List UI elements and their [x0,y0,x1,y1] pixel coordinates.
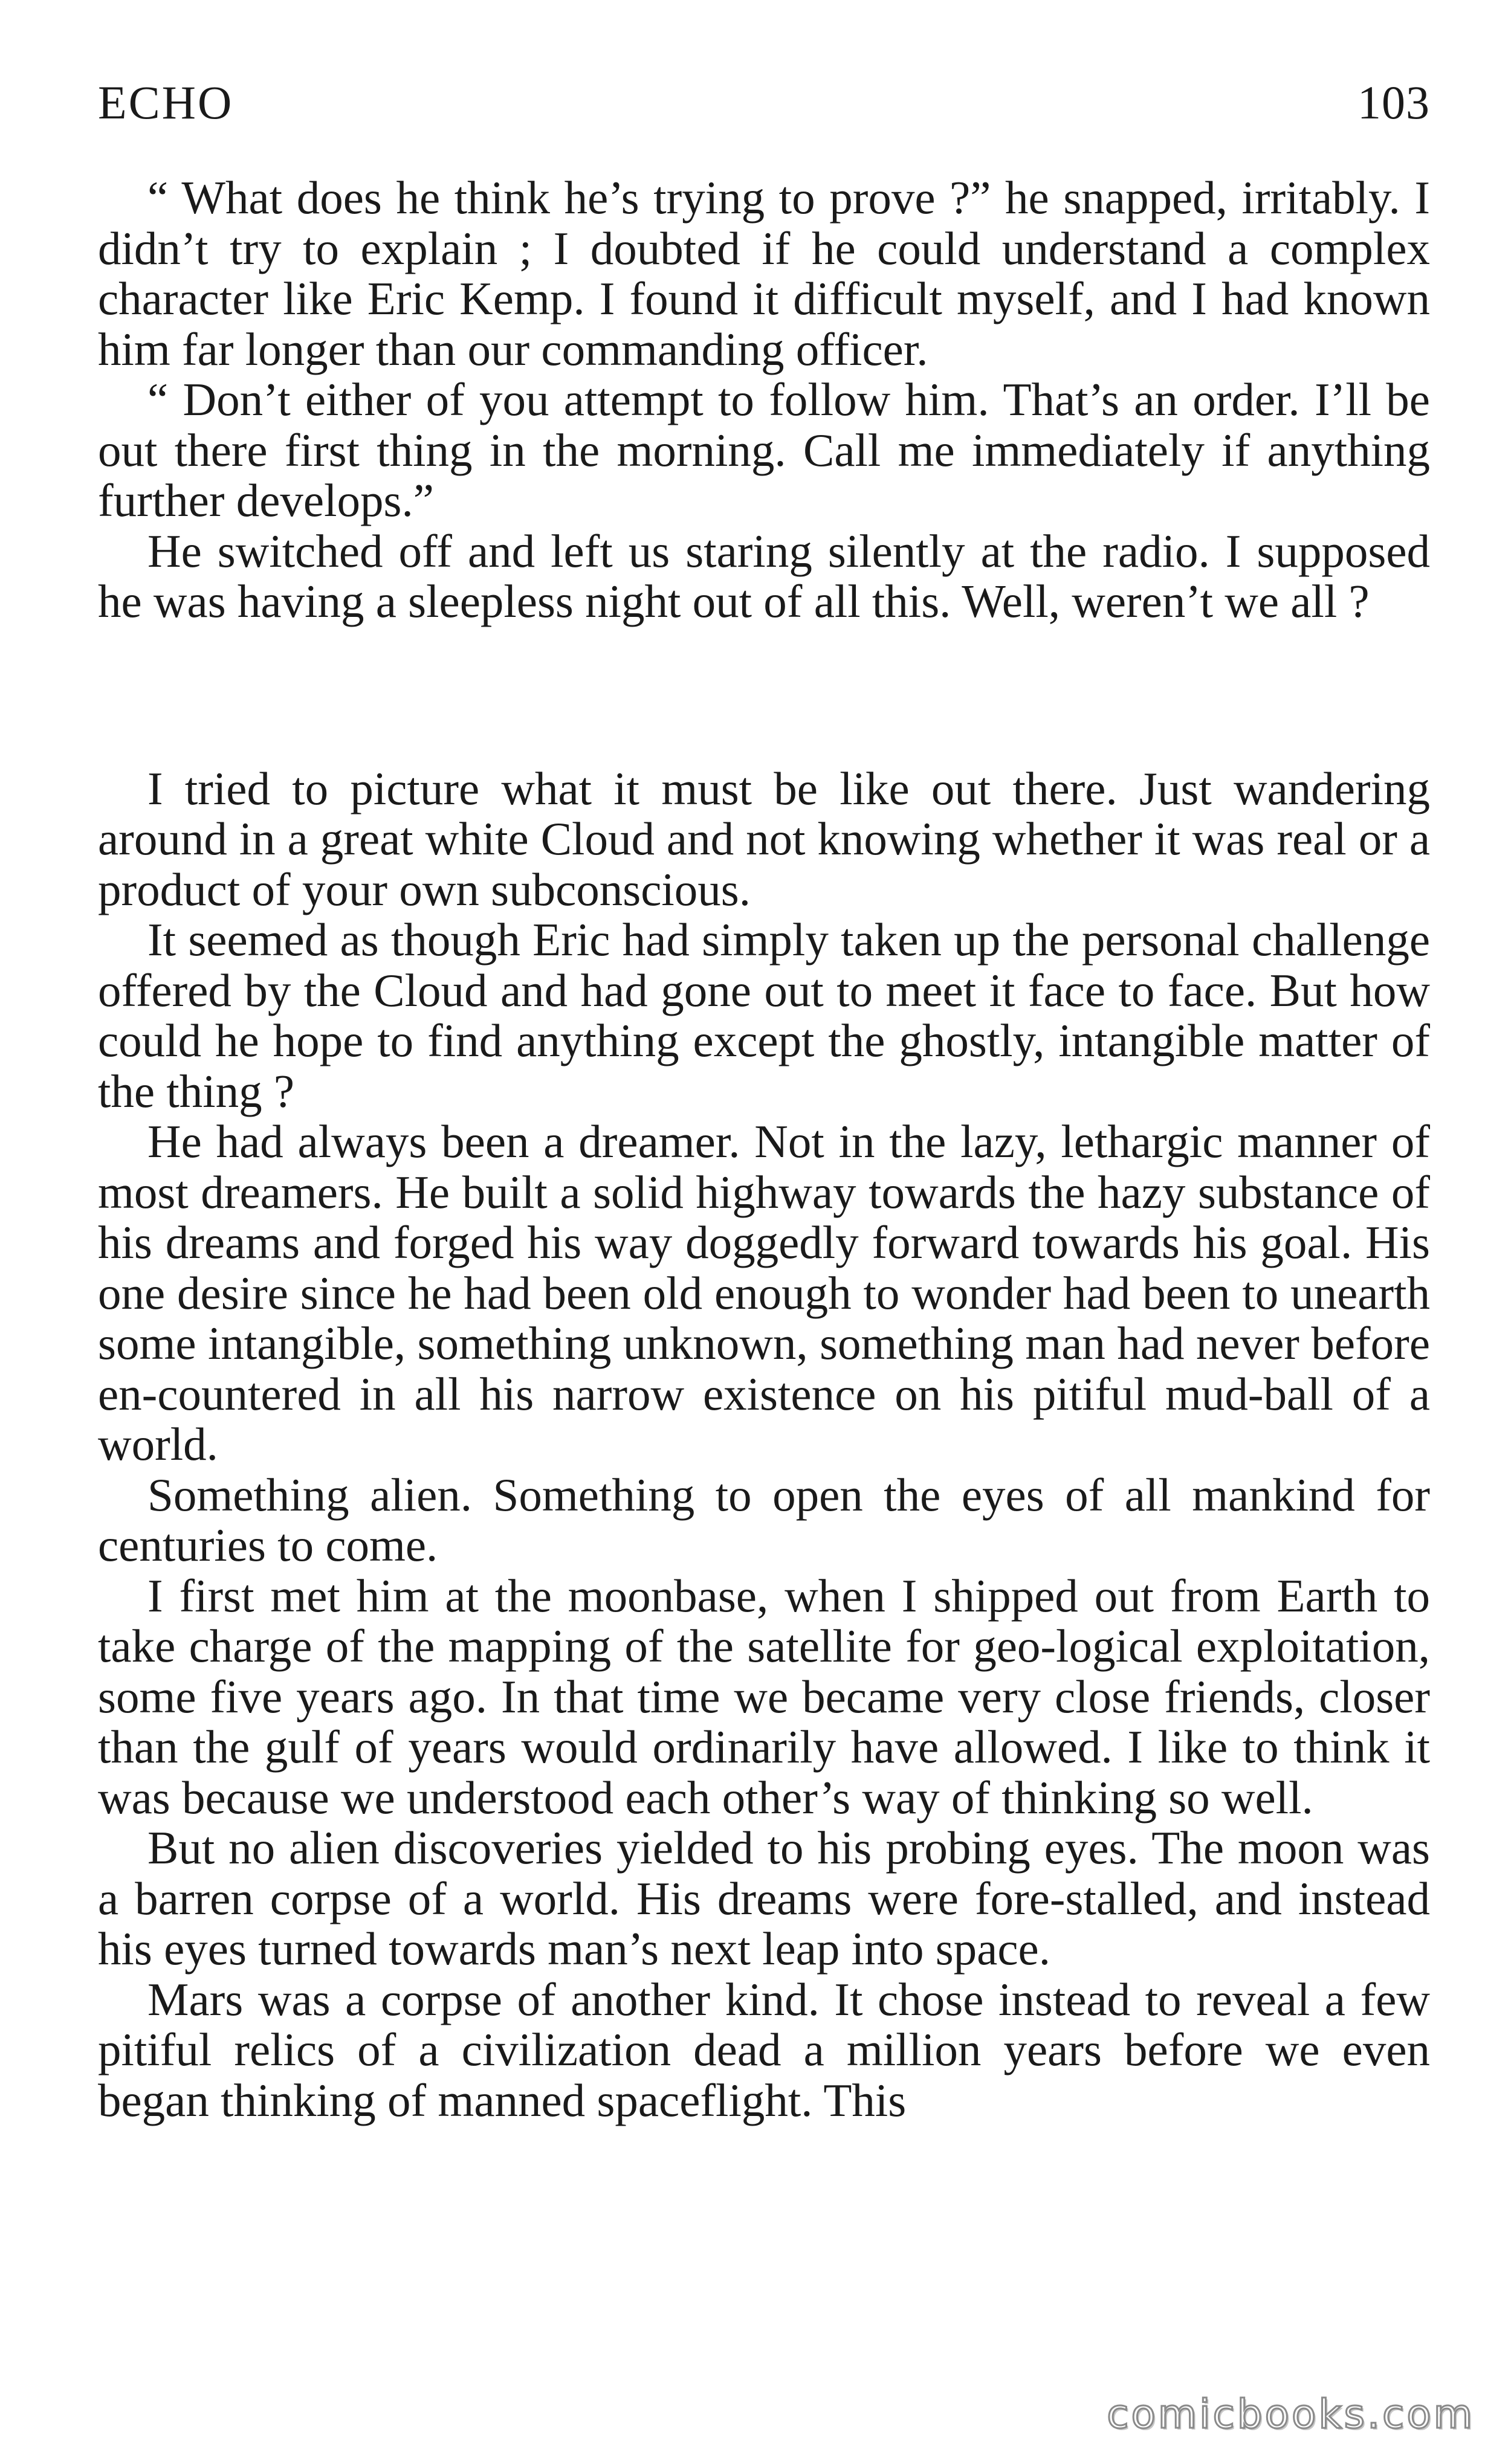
watermark-logo: comicbooks.com [1107,2391,1475,2437]
paragraph: Mars was a corpse of another kind. It chose instead to reveal a few pitiful relics of a civilization dead a million years before we even began thinking of manned spaceflight. This [98,1973,1430,2126]
paragraph: Something alien. Something to open the eyes of all mankind for centuries to come. [98,1468,1430,1571]
paragraph: It seemed as though Eric had simply taken up the personal challenge offered by the Cloud and had gone out to meet it face to face. But how could he hope to find anything except the ghostly, intangible matter of the thing ? [98,914,1430,1117]
paragraph: He had always been a dreamer. Not in the lazy, lethargic manner of most dreamers. He built a solid highway towards the hazy substance of his dreams and forged his way doggedly forward towards his goal. His one desire since he had been old enough to wonder had been to unearth some intangible, something unknown, something man had never before en-countered in all his narrow existence on his pitiful mud-ball of a world. [98,1115,1430,1470]
running-head [98,73,1430,133]
paragraph: “ Don’t either of you attempt to follow him. That’s an order. I’ll be out there first thing in the morning. Call me immediately if anything further develops.” [98,373,1430,526]
section-break [98,627,1430,764]
text-section-1 [98,173,1430,627]
paragraph: “ What does he think he’s trying to prove ?” he snapped, irritably. I didn’t try to explain ; I doubted if he could understand a complex character like Eric Kemp. I found it difficult myself, and I had known him far longer than our commanding officer. [98,172,1430,375]
paragraph: But no alien discoveries yielded to his probing eyes. The moon was a barren corpse of a world. His dreams were fore-stalled, and instead his eyes turned towards man’s next leap into space. [98,1822,1430,1975]
running-head-title: ECHO [98,76,234,129]
paragraph: He switched off and left us staring silently at the radio. I supposed he was having a sleepless night out of all this. Well, weren’t we all ? [98,524,1430,627]
book-page [98,73,1430,2369]
paragraph: I tried to picture what it must be like out there. Just wandering around in a great white Cloud and not knowing whether it was real or a product of your own subconscious. [98,762,1430,915]
paragraph: I first met him at the moonbase, when I shipped out from Earth to take charge of the mapping of the satellite for geo-logical exploitation, some five years ago. In that time we became very close friends, closer than the gulf of years would ordinarily have allowed. I like to think it was because we understood each other’s way of thinking so well. [98,1569,1430,1824]
page-number: 103 [1357,76,1430,129]
text-section-2 [98,764,1430,2126]
